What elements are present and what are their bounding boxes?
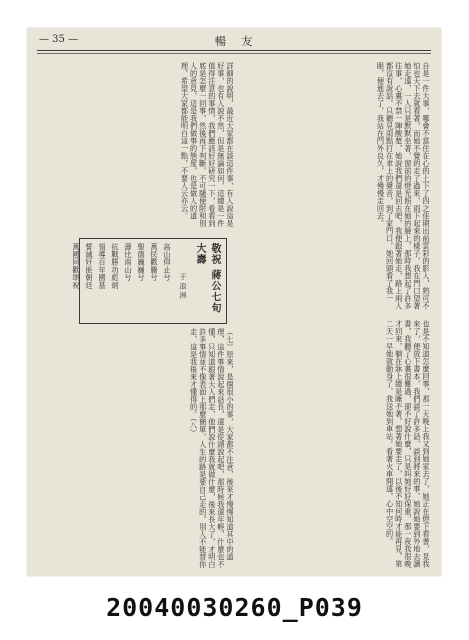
text-column-lower-left: （七）原來，是個很小的事，大家都不注意，後來才慢慢知道其中的道理，這件事情說起來話長，還是從頭說起吧，那時候我還年輕，什麼也不懂，只知道跟著大人們走，他們說什麼我就做什麼，後來長大了，才明白許多事情並不像表面上那麼簡單，人生的路是要自己走的，別人不能替你走，這是我後來才懂得的。（八） xyxy=(189,328,235,568)
poem-line: 誓滅奸匪朝廷 xyxy=(85,243,94,290)
text-column-upper-left: 詳細的說明，最近大家都在談這件事，有人說這是好事，也有人說不然，但是無論如何，這總是一件值得注意的事情，我們應該好好研究一下，看看到底是怎麼一回事，然後再下判斷，不可隨便附和別人的意見，這是我們做事的態度，也是做人的道理，希望大家都能明白這一點，不要人云亦云。 xyxy=(180,62,235,227)
page-number: — 35 — xyxy=(39,34,79,45)
poem-line: 領導百年國基 xyxy=(98,243,107,290)
text-column-lower-right: 也是不知道怎麼回事，那一天晚上我又到她家去了，她正在燈下看書，見我來了，便放下書本，我們談了許多話，談到將來的事，她說她要到外地去讀書，我聽了心裏很難過，卻不好說什麼，只是叫她好好保重，那一夜我很晚才回來，躺在牀上總是睡不著，想著她要走了，以後不知何時才能再見，第二天一早她就動身了，我送她到車站，看著火車開遠，心中空空的。 xyxy=(385,320,431,568)
poem-line: 高山仰止兮 xyxy=(163,243,172,282)
poem-box xyxy=(72,238,227,324)
poem-line: 萬民歡騰兮 xyxy=(150,243,159,282)
poem-content xyxy=(72,243,222,319)
poem-line: 抗戰勝功彪炳 xyxy=(111,243,120,290)
archive-id-caption: 20040030260_P039 xyxy=(106,593,363,622)
document-page xyxy=(27,28,441,576)
text-column-upper-right: 自是一件大事，哪會不當住在心的上下了四之佳期出前雲彩的影人，熟可不怕也天下去就看著，而她不覺的走了過來，雨下起來的樣子，我在門口望著她走遠，一人只是默默坐著，窗前的燈光照在她的臉上，那時我想起了許多往事，心裏不禁一陣酸楚，她說我們還是回去吧，我便跟著她走，路上兩人都沒有說話，只聽見雨點打在傘上的聲音，到了家門口，她回頭看了我一眼，便進去了，我站在門外良久，才慢慢走回去。 xyxy=(376,62,431,310)
poem-title: 敬祝 蔣公七旬大壽 xyxy=(194,243,220,314)
page-header xyxy=(27,28,441,54)
poem-line: 壽比南山兮 xyxy=(124,243,133,282)
magazine-title: 暢 友 xyxy=(215,35,259,48)
poem-line: 聖德巍巍兮 xyxy=(137,243,146,282)
poem-author: 于 浪 洲 xyxy=(179,273,187,299)
poem-line: 萬國同歡頌祝 xyxy=(72,243,81,290)
header-rule-secondary xyxy=(37,53,431,54)
header-rule xyxy=(37,50,431,51)
